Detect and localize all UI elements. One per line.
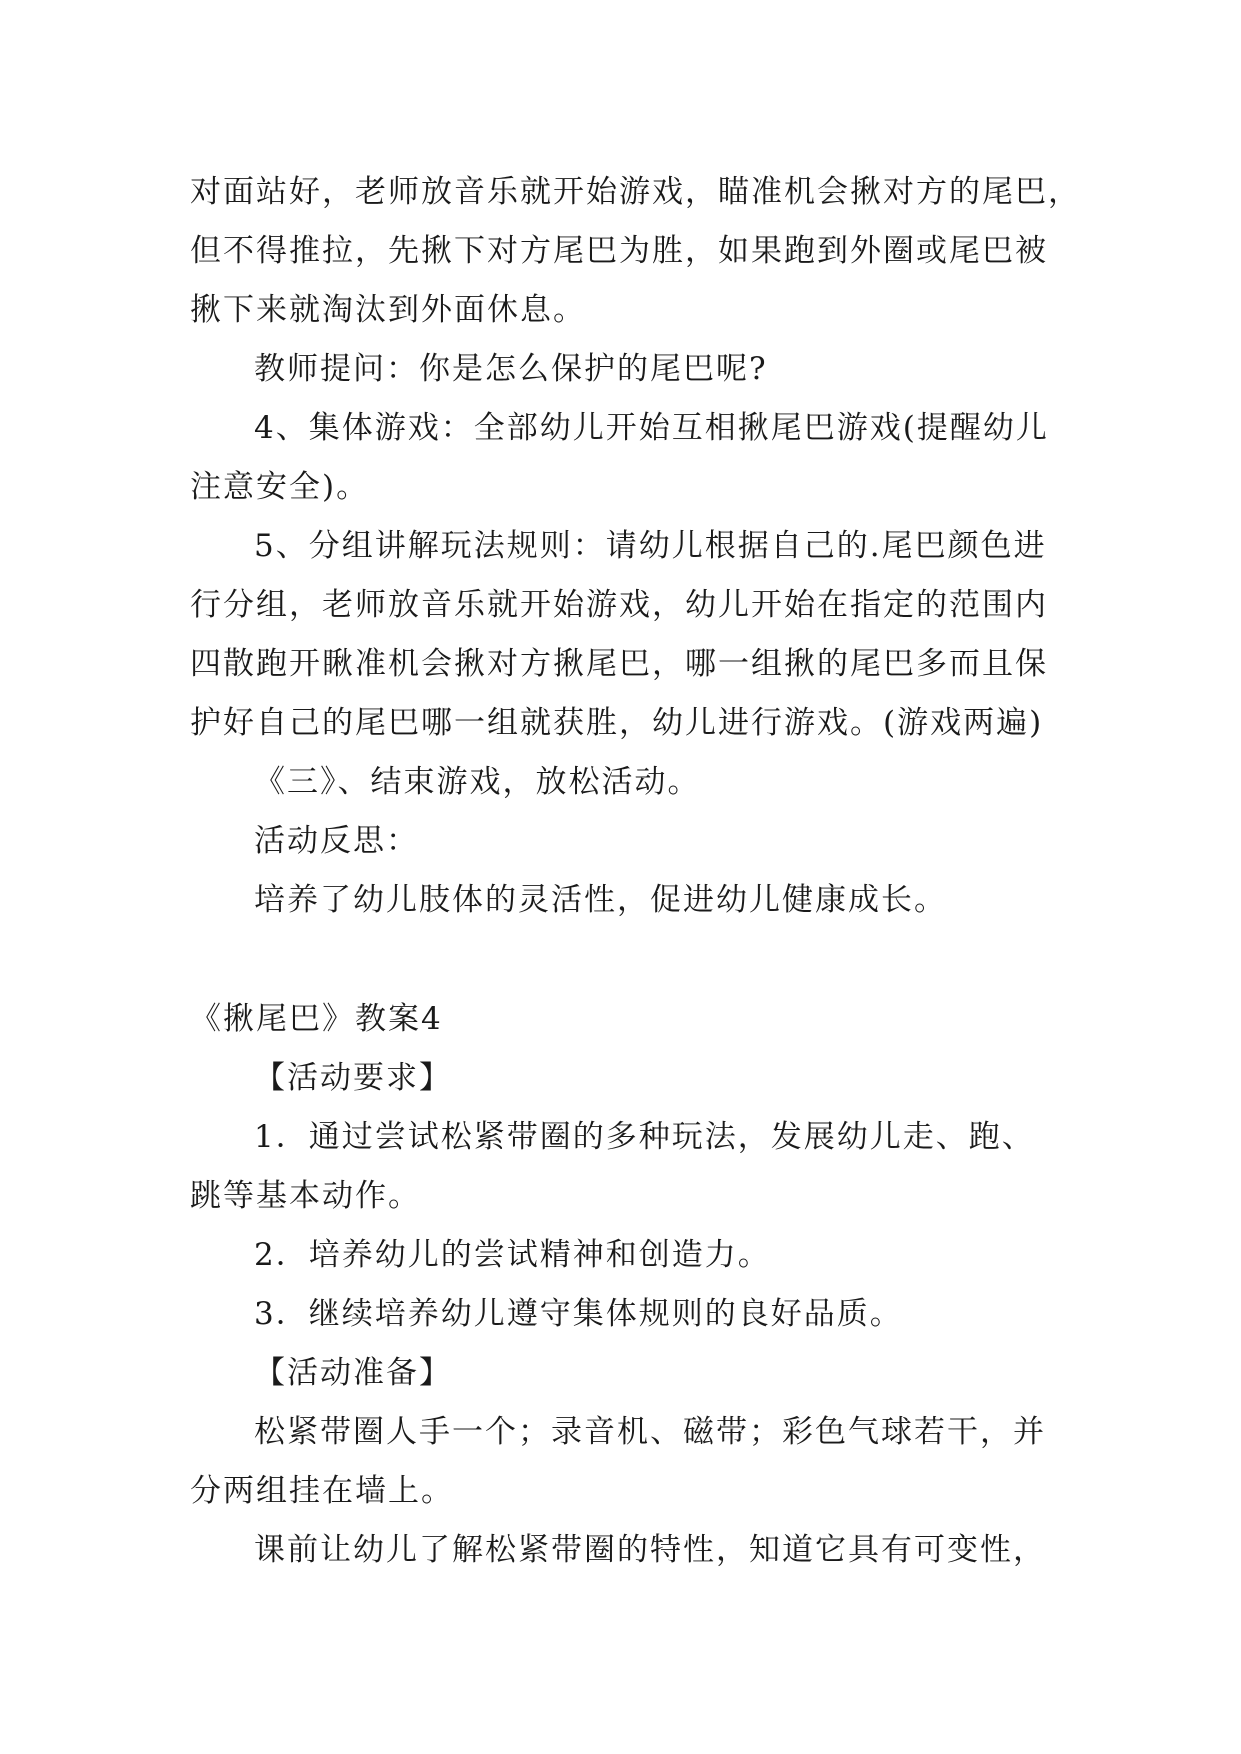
paragraph-line: 4、集体游戏：全部幼儿开始互相揪尾巴游戏(提醒幼儿 — [254, 410, 1049, 446]
paragraph-line: 护好自己的尾巴哪一组就获胜，幼儿进行游戏。(游戏两遍) — [190, 705, 1044, 741]
paragraph-line: 《三》、结束游戏，放松活动。 — [254, 764, 701, 800]
paragraph-line: 分两组挂在墙上。 — [190, 1473, 454, 1509]
paragraph-line: 行分组，老师放音乐就开始游戏，幼儿开始在指定的范围内 — [190, 587, 1048, 623]
paragraph-line: 活动反思： — [254, 823, 419, 859]
section-heading: 【活动准备】 — [254, 1355, 452, 1391]
paragraph-line: 揪下来就淘汰到外面休息。 — [190, 292, 586, 328]
paragraph-line: 3．继续培养幼儿遵守集体规则的良好品质。 — [254, 1296, 903, 1332]
section-title: 《揪尾巴》教案4 — [190, 1001, 443, 1037]
section-gap — [190, 930, 1070, 990]
paragraph-line: 注意安全)。 — [190, 469, 370, 505]
paragraph-line: 对面站好，老师放音乐就开始游戏，瞄准机会揪对方的尾巴， — [190, 174, 1081, 210]
paragraph-line: 课前让幼儿了解松紧带圈的特性，知道它具有可变性， — [254, 1532, 1046, 1568]
paragraph-line: 四散跑开瞅准机会揪对方揪尾巴，哪一组揪的尾巴多而且保 — [190, 646, 1048, 682]
paragraph-line: 松紧带圈人手一个；录音机、磁带；彩色气球若干，并 — [254, 1414, 1046, 1450]
document-body — [190, 163, 1081, 1580]
paragraph-line: 5、分组讲解玩法规则：请幼儿根据自己的.尾巴颜色进 — [254, 528, 1047, 564]
paragraph-line: 2．培养幼儿的尝试精神和创造力。 — [254, 1237, 771, 1273]
section-heading: 【活动要求】 — [254, 1060, 452, 1096]
paragraph-line: 但不得推拉，先揪下对方尾巴为胜，如果跑到外圈或尾巴被 — [190, 233, 1048, 269]
paragraph-line: 1．通过尝试松紧带圈的多种玩法，发展幼儿走、跑、 — [254, 1119, 1035, 1155]
paragraph-line: 教师提问：你是怎么保护的尾巴呢? — [254, 351, 768, 387]
paragraph-line: 跳等基本动作。 — [190, 1178, 421, 1214]
paragraph-line: 培养了幼儿肢体的灵活性，促进幼儿健康成长。 — [254, 882, 947, 918]
